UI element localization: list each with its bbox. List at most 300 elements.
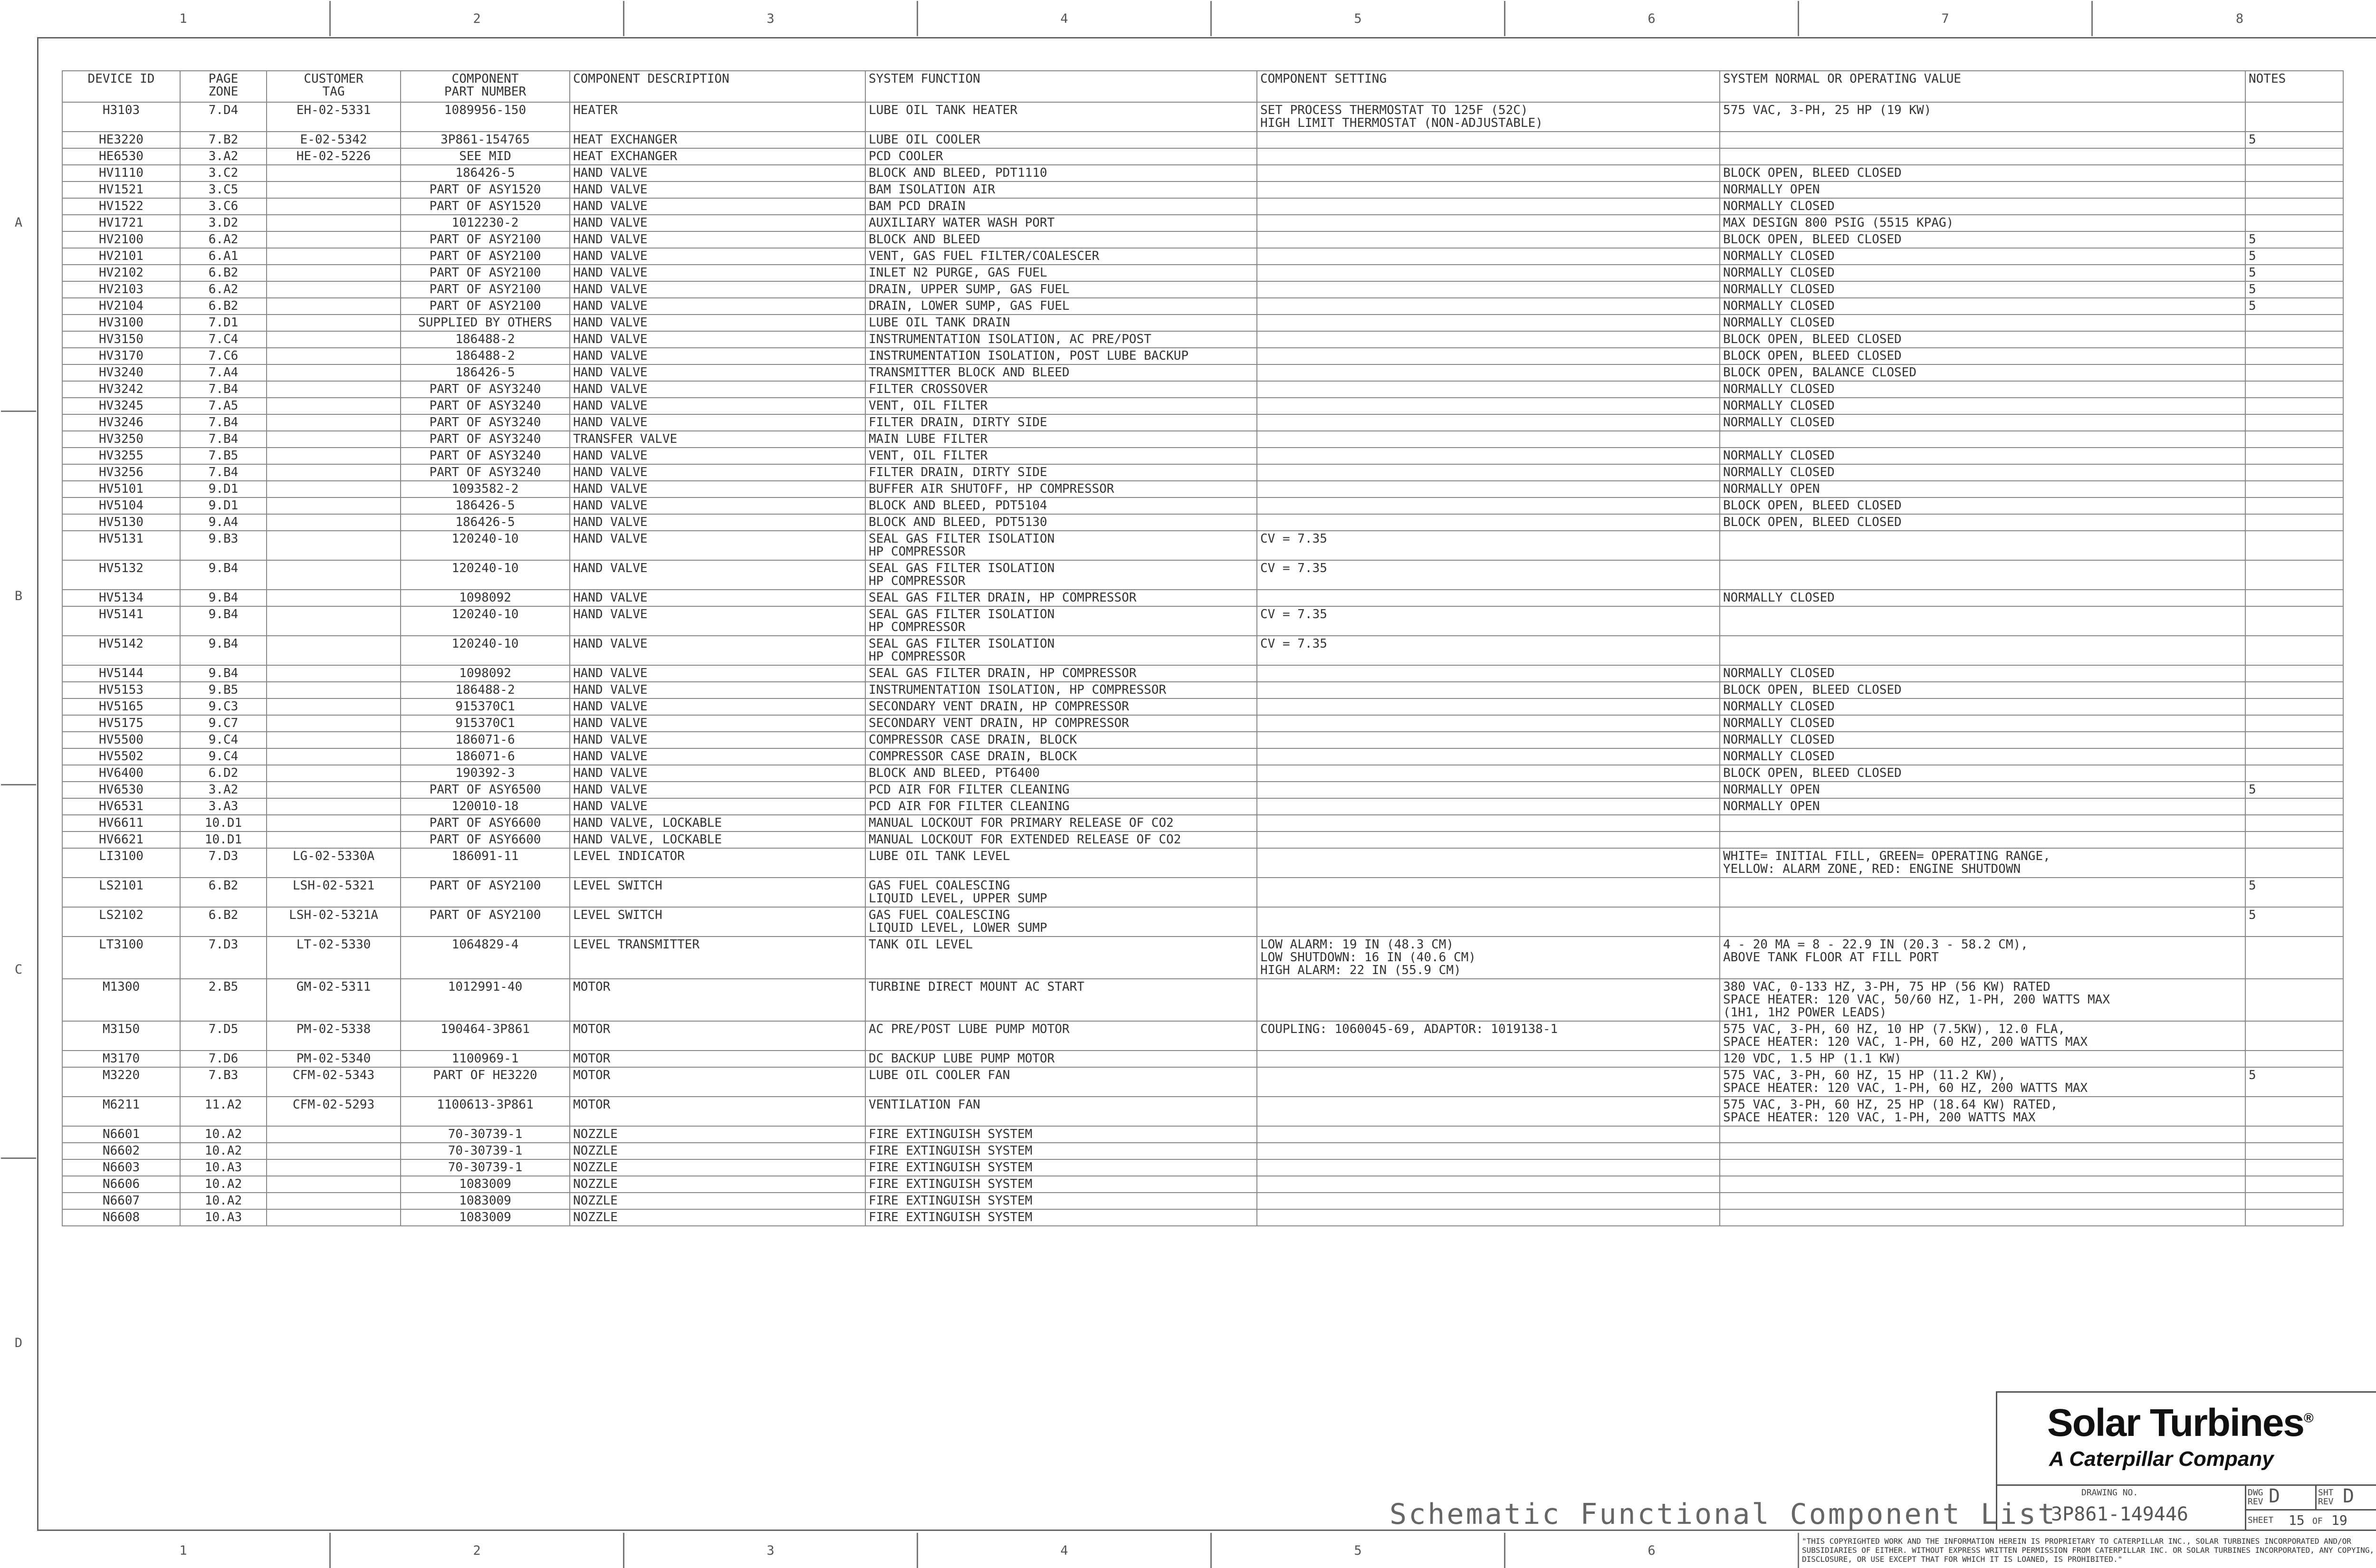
part-number-cell: 1100969-1 — [401, 1051, 570, 1067]
customer-tag-cell: LSH-02-5321 — [267, 878, 401, 907]
operating-value-cell — [1720, 815, 2245, 832]
table-header-row — [62, 71, 2343, 102]
title-block-divider — [1996, 1484, 2376, 1486]
customer-tag-cell — [267, 832, 401, 848]
table-row — [62, 248, 2343, 265]
customer-tag-cell — [267, 315, 401, 331]
notes-cell — [2245, 1097, 2343, 1126]
component-setting-cell — [1257, 248, 1720, 265]
part-number-cell: PART OF ASY3240 — [401, 398, 570, 414]
table-row — [62, 102, 2343, 132]
part-number-cell: PART OF ASY3240 — [401, 448, 570, 464]
notes-cell — [2245, 1051, 2343, 1067]
device-id-cell: HV6531 — [62, 798, 180, 815]
part-number-cell: PART OF ASY3240 — [401, 464, 570, 481]
customer-tag-cell: CFM-02-5343 — [267, 1067, 401, 1097]
notes-cell — [2245, 606, 2343, 636]
part-number-cell: 120240-10 — [401, 531, 570, 560]
description-cell: NOZZLE — [570, 1193, 865, 1209]
device-id-cell: M6211 — [62, 1097, 180, 1126]
page-zone-cell: 7.B4 — [180, 414, 267, 431]
customer-tag-cell — [267, 364, 401, 381]
part-number-cell: SUPPLIED BY OTHERS — [401, 315, 570, 331]
table-row — [62, 665, 2343, 682]
zone-divider — [1, 1157, 36, 1159]
table-row — [62, 782, 2343, 798]
notes-cell — [2245, 832, 2343, 848]
page-zone-cell: 9.C4 — [180, 748, 267, 765]
operating-value-cell: NORMALLY CLOSED — [1720, 398, 2245, 414]
part-number-cell: 1098092 — [401, 665, 570, 682]
operating-value-cell — [1720, 1159, 2245, 1176]
system-function-cell: BLOCK AND BLEED, PT6400 — [865, 765, 1257, 782]
operating-value-cell — [1720, 132, 2245, 148]
customer-tag-cell — [267, 732, 401, 748]
table-row — [62, 798, 2343, 815]
dwg-rev-label: DWG REV — [2248, 1488, 2263, 1507]
part-number-cell: 70-30739-1 — [401, 1143, 570, 1159]
table-row — [62, 1143, 2343, 1159]
operating-value-cell: BLOCK OPEN, BLEED CLOSED — [1720, 165, 2245, 182]
company-name: Solar Turbines — [2047, 1401, 2304, 1444]
table-row — [62, 1126, 2343, 1143]
component-setting-cell — [1257, 265, 1720, 281]
table-row — [62, 878, 2343, 907]
zone-column-label: 7 — [1799, 1, 2093, 36]
component-setting-cell — [1257, 1051, 1720, 1067]
description-cell: HAND VALVE — [570, 348, 865, 364]
table-row — [62, 331, 2343, 348]
notes-cell — [2245, 464, 2343, 481]
customer-tag-cell: LT-02-5330 — [267, 937, 401, 979]
operating-value-cell — [1720, 907, 2245, 937]
drawing-number: 3P861-149446 — [2051, 1503, 2188, 1525]
operating-value-cell: BLOCK OPEN, BLEED CLOSED — [1720, 682, 2245, 698]
page-zone-cell: 10.A2 — [180, 1193, 267, 1209]
device-id-cell: LI3100 — [62, 848, 180, 878]
title-block-divider — [2245, 1509, 2376, 1511]
system-function-cell: MANUAL LOCKOUT FOR PRIMARY RELEASE OF CO2 — [865, 815, 1257, 832]
component-setting-cell — [1257, 448, 1720, 464]
page-zone-cell: 11.A2 — [180, 1097, 267, 1126]
component-setting-cell — [1257, 497, 1720, 514]
operating-value-cell: NORMALLY CLOSED — [1720, 298, 2245, 315]
system-function-cell: BLOCK AND BLEED, PDT5104 — [865, 497, 1257, 514]
operating-value-cell: BLOCK OPEN, BALANCE CLOSED — [1720, 364, 2245, 381]
part-number-cell: 190392-3 — [401, 765, 570, 782]
component-setting-cell — [1257, 165, 1720, 182]
system-function-cell: LUBE OIL COOLER FAN — [865, 1067, 1257, 1097]
table-row — [62, 348, 2343, 364]
column-header: COMPONENT DESCRIPTION — [570, 71, 865, 102]
notes-cell — [2245, 1021, 2343, 1051]
device-id-cell: HV1721 — [62, 215, 180, 231]
page-zone-cell: 7.D4 — [180, 102, 267, 132]
description-cell: TRANSFER VALVE — [570, 431, 865, 448]
page-zone-cell: 6.D2 — [180, 765, 267, 782]
operating-value-cell: NORMALLY CLOSED — [1720, 248, 2245, 265]
description-cell: HAND VALVE — [570, 165, 865, 182]
part-number-cell: 70-30739-1 — [401, 1159, 570, 1176]
device-id-cell: N6603 — [62, 1159, 180, 1176]
table-row — [62, 748, 2343, 765]
customer-tag-cell — [267, 682, 401, 698]
device-id-cell: HV5500 — [62, 732, 180, 748]
system-function-cell: PCD AIR FOR FILTER CLEANING — [865, 782, 1257, 798]
notes-cell — [2245, 765, 2343, 782]
description-cell: HAND VALVE — [570, 414, 865, 431]
operating-value-cell — [1720, 1143, 2245, 1159]
notes-cell — [2245, 682, 2343, 698]
part-number-cell: 1083009 — [401, 1193, 570, 1209]
customer-tag-cell — [267, 815, 401, 832]
system-function-cell: LUBE OIL COOLER — [865, 132, 1257, 148]
customer-tag-cell — [267, 1193, 401, 1209]
system-function-cell: INLET N2 PURGE, GAS FUEL — [865, 265, 1257, 281]
page-zone-cell: 9.B4 — [180, 606, 267, 636]
table-row — [62, 606, 2343, 636]
zone-column-label: 3 — [624, 1, 918, 36]
part-number-cell: 70-30739-1 — [401, 1126, 570, 1143]
customer-tag-cell — [267, 531, 401, 560]
system-function-cell: PCD AIR FOR FILTER CLEANING — [865, 798, 1257, 815]
system-function-cell: FIRE EXTINGUISH SYSTEM — [865, 1176, 1257, 1193]
part-number-cell: PART OF ASY2100 — [401, 265, 570, 281]
description-cell: HAND VALVE — [570, 497, 865, 514]
page-zone-cell: 9.A4 — [180, 514, 267, 531]
part-number-cell: 1012230-2 — [401, 215, 570, 231]
device-id-cell: HV5101 — [62, 481, 180, 497]
operating-value-cell: NORMALLY OPEN — [1720, 782, 2245, 798]
page-zone-cell: 10.D1 — [180, 815, 267, 832]
device-id-cell: HV5144 — [62, 665, 180, 682]
part-number-cell: PART OF ASY2100 — [401, 907, 570, 937]
component-setting-cell — [1257, 215, 1720, 231]
component-setting-cell — [1257, 348, 1720, 364]
zone-column-label: 6 — [1505, 1, 1799, 36]
device-id-cell: N6607 — [62, 1193, 180, 1209]
table-row — [62, 765, 2343, 782]
table-row — [62, 215, 2343, 231]
system-function-cell: VENT, OIL FILTER — [865, 398, 1257, 414]
description-cell: NOZZLE — [570, 1176, 865, 1193]
operating-value-cell — [1720, 560, 2245, 590]
page-zone-cell: 9.B5 — [180, 682, 267, 698]
notes-cell — [2245, 348, 2343, 364]
operating-value-cell — [1720, 531, 2245, 560]
component-setting-cell — [1257, 398, 1720, 414]
part-number-cell: 915370C1 — [401, 715, 570, 732]
part-number-cell: 186071-6 — [401, 732, 570, 748]
customer-tag-cell — [267, 636, 401, 665]
device-id-cell: HV1110 — [62, 165, 180, 182]
operating-value-cell: NORMALLY OPEN — [1720, 798, 2245, 815]
system-function-cell: INSTRUMENTATION ISOLATION, POST LUBE BACKUP — [865, 348, 1257, 364]
page-zone-cell: 9.C7 — [180, 715, 267, 732]
device-id-cell: HV5130 — [62, 514, 180, 531]
customer-tag-cell — [267, 248, 401, 265]
zone-column-label: 5 — [1212, 1, 1505, 36]
device-id-cell: HE3220 — [62, 132, 180, 148]
notes-cell — [2245, 732, 2343, 748]
customer-tag-cell — [267, 331, 401, 348]
customer-tag-cell: HE-02-5226 — [267, 148, 401, 165]
notes-cell: 5 — [2245, 231, 2343, 248]
description-cell: HAND VALVE, LOCKABLE — [570, 815, 865, 832]
operating-value-cell — [1720, 832, 2245, 848]
description-cell: HAND VALVE, LOCKABLE — [570, 832, 865, 848]
company-logo — [2047, 1401, 2313, 1445]
operating-value-cell: BLOCK OPEN, BLEED CLOSED — [1720, 231, 2245, 248]
description-cell: HEAT EXCHANGER — [570, 148, 865, 165]
device-id-cell: M1300 — [62, 979, 180, 1021]
operating-value-cell — [1720, 1193, 2245, 1209]
system-function-cell: BAM PCD DRAIN — [865, 198, 1257, 215]
customer-tag-cell: GM-02-5311 — [267, 979, 401, 1021]
page-zone-cell: 9.D1 — [180, 497, 267, 514]
title-block-divider — [2315, 1484, 2317, 1509]
zone-column-label: 2 — [331, 1, 624, 36]
component-setting-cell — [1257, 665, 1720, 682]
page-zone-cell: 10.A2 — [180, 1176, 267, 1193]
system-function-cell: FILTER DRAIN, DIRTY SIDE — [865, 464, 1257, 481]
sheet-total: 19 — [2331, 1512, 2347, 1528]
device-id-cell: HV5153 — [62, 682, 180, 698]
system-function-cell: SEAL GAS FILTER DRAIN, HP COMPRESSOR — [865, 590, 1257, 606]
device-id-cell: HV5134 — [62, 590, 180, 606]
table-row — [62, 481, 2343, 497]
description-cell: HAND VALVE — [570, 715, 865, 732]
notes-cell — [2245, 665, 2343, 682]
device-id-cell: HV3240 — [62, 364, 180, 381]
operating-value-cell: NORMALLY CLOSED — [1720, 665, 2245, 682]
notes-cell — [2245, 102, 2343, 132]
system-function-cell: SEAL GAS FILTER ISOLATION HP COMPRESSOR — [865, 560, 1257, 590]
customer-tag-cell — [267, 765, 401, 782]
description-cell: HAND VALVE — [570, 481, 865, 497]
part-number-cell: PART OF ASY2100 — [401, 281, 570, 298]
operating-value-cell: 575 VAC, 3-PH, 60 HZ, 10 HP (7.5KW), 12.0 FLA, SPACE HEATER: 120 VAC, 1-PH, 60 HZ, 200 WATTS MAX — [1720, 1021, 2245, 1051]
device-id-cell: N6608 — [62, 1209, 180, 1226]
operating-value-cell: 120 VDC, 1.5 HP (1.1 KW) — [1720, 1051, 2245, 1067]
system-function-cell: SEAL GAS FILTER ISOLATION HP COMPRESSOR — [865, 531, 1257, 560]
customer-tag-cell — [267, 381, 401, 398]
component-setting-cell — [1257, 748, 1720, 765]
part-number-cell: 1083009 — [401, 1176, 570, 1193]
system-function-cell: AC PRE/POST LUBE PUMP MOTOR — [865, 1021, 1257, 1051]
component-setting-cell — [1257, 414, 1720, 431]
table-row — [62, 848, 2343, 878]
operating-value-cell: 575 VAC, 3-PH, 25 HP (19 KW) — [1720, 102, 2245, 132]
customer-tag-cell — [267, 497, 401, 514]
copyright-notice: "THIS COPYRIGHTED WORK AND THE INFORMATION HEREIN IS PROPRIETARY TO CATERPILLAR INC., SOLAR TURBINES INCORPORATED AND/OR SUBSIDIARIES OF EITHER. WITHOUT EXPRESS WRITTEN PERMISSION FROM CATERPILLAR INC. OR SOLAR TURBINES INCORPORATED, ANY COPYING, DISCLOSURE, OR USE EXCEPT THAT FOR WHICH IT IS LOANED, IS PROHIBITED." — [1802, 1537, 2375, 1564]
company-subtitle: A Caterpillar Company — [2049, 1447, 2274, 1471]
customer-tag-cell — [267, 560, 401, 590]
table-row — [62, 531, 2343, 560]
device-id-cell: HV5165 — [62, 698, 180, 715]
notes-cell: 5 — [2245, 878, 2343, 907]
system-function-cell: DRAIN, LOWER SUMP, GAS FUEL — [865, 298, 1257, 315]
title-block — [1996, 1391, 2376, 1534]
customer-tag-cell — [267, 606, 401, 636]
table-row — [62, 590, 2343, 606]
system-function-cell: SECONDARY VENT DRAIN, HP COMPRESSOR — [865, 715, 1257, 732]
part-number-cell: 186426-5 — [401, 165, 570, 182]
page-zone-cell: 7.D3 — [180, 937, 267, 979]
customer-tag-cell — [267, 414, 401, 431]
operating-value-cell — [1720, 636, 2245, 665]
component-setting-cell: LOW ALARM: 19 IN (48.3 CM) LOW SHUTDOWN: 16 IN (40.6 CM) HIGH ALARM: 22 IN (55.9 CM) — [1257, 937, 1720, 979]
customer-tag-cell — [267, 698, 401, 715]
page-zone-cell: 9.B4 — [180, 560, 267, 590]
component-setting-cell — [1257, 878, 1720, 907]
customer-tag-cell — [267, 165, 401, 182]
customer-tag-cell — [267, 748, 401, 765]
description-cell: HAND VALVE — [570, 231, 865, 248]
page-zone-cell: 3.A3 — [180, 798, 267, 815]
device-id-cell: HV5141 — [62, 606, 180, 636]
table-row — [62, 364, 2343, 381]
component-setting-cell — [1257, 464, 1720, 481]
description-cell: LEVEL TRANSMITTER — [570, 937, 865, 979]
drawing-no-label: DRAWING NO. — [2081, 1488, 2138, 1498]
device-id-cell: HV3250 — [62, 431, 180, 448]
operating-value-cell: BLOCK OPEN, BLEED CLOSED — [1720, 765, 2245, 782]
operating-value-cell: 575 VAC, 3-PH, 60 HZ, 25 HP (18.64 KW) RATED, SPACE HEATER: 120 VAC, 1-PH, 200 WATTS MAX — [1720, 1097, 2245, 1126]
part-number-cell: PART OF ASY2100 — [401, 231, 570, 248]
operating-value-cell: 575 VAC, 3-PH, 60 HZ, 15 HP (11.2 KW), SPACE HEATER: 120 VAC, 1-PH, 60 HZ, 200 WATTS MAX — [1720, 1067, 2245, 1097]
table-row — [62, 132, 2343, 148]
table-row — [62, 1021, 2343, 1051]
dwg-rev-value: D — [2269, 1485, 2280, 1507]
table-row — [62, 148, 2343, 165]
customer-tag-cell: EH-02-5331 — [267, 102, 401, 132]
customer-tag-cell — [267, 481, 401, 497]
customer-tag-cell: CFM-02-5293 — [267, 1097, 401, 1126]
customer-tag-cell — [267, 1209, 401, 1226]
component-setting-cell — [1257, 281, 1720, 298]
operating-value-cell: 4 - 20 MA = 8 - 22.9 IN (20.3 - 58.2 CM), ABOVE TANK FLOOR AT FILL PORT — [1720, 937, 2245, 979]
table-row — [62, 165, 2343, 182]
page-zone-cell: 7.D3 — [180, 848, 267, 878]
device-id-cell: HV5131 — [62, 531, 180, 560]
customer-tag-cell — [267, 1126, 401, 1143]
page-zone-cell: 10.A2 — [180, 1126, 267, 1143]
description-cell: HAND VALVE — [570, 331, 865, 348]
page-zone-cell: 10.A3 — [180, 1159, 267, 1176]
device-id-cell: HV3150 — [62, 331, 180, 348]
page-zone-cell: 9.C3 — [180, 698, 267, 715]
table-row — [62, 1097, 2343, 1126]
system-function-cell: FILTER CROSSOVER — [865, 381, 1257, 398]
customer-tag-cell: LSH-02-5321A — [267, 907, 401, 937]
table-row — [62, 398, 2343, 414]
notes-cell — [2245, 1126, 2343, 1143]
notes-cell: 5 — [2245, 907, 2343, 937]
component-setting-cell — [1257, 315, 1720, 331]
description-cell: HAND VALVE — [570, 636, 865, 665]
notes-cell — [2245, 979, 2343, 1021]
zone-column-label: 5 — [1212, 1533, 1505, 1568]
device-id-cell: M3150 — [62, 1021, 180, 1051]
operating-value-cell: BLOCK OPEN, BLEED CLOSED — [1720, 331, 2245, 348]
system-function-cell: BLOCK AND BLEED — [865, 231, 1257, 248]
page-zone-cell: 3.A2 — [180, 148, 267, 165]
page-zone-cell: 2.B5 — [180, 979, 267, 1021]
customer-tag-cell: LG-02-5330A — [267, 848, 401, 878]
system-function-cell: SEAL GAS FILTER ISOLATION HP COMPRESSOR — [865, 606, 1257, 636]
operating-value-cell: NORMALLY CLOSED — [1720, 198, 2245, 215]
description-cell: HAND VALVE — [570, 665, 865, 682]
component-setting-cell — [1257, 907, 1720, 937]
part-number-cell: 1089956-150 — [401, 102, 570, 132]
component-setting-cell — [1257, 1143, 1720, 1159]
device-id-cell: HV2101 — [62, 248, 180, 265]
component-setting-cell: COUPLING: 1060045-69, ADAPTOR: 1019138-1 — [1257, 1021, 1720, 1051]
page-zone-cell: 6.B2 — [180, 265, 267, 281]
page-zone-cell: 10.A2 — [180, 1143, 267, 1159]
column-header: DEVICE ID — [62, 71, 180, 102]
table-row — [62, 265, 2343, 281]
notes-cell — [2245, 514, 2343, 531]
description-cell: HAND VALVE — [570, 265, 865, 281]
system-function-cell: VENT, OIL FILTER — [865, 448, 1257, 464]
customer-tag-cell — [267, 398, 401, 414]
customer-tag-cell — [267, 798, 401, 815]
column-header: SYSTEM NORMAL OR OPERATING VALUE — [1720, 71, 2245, 102]
system-function-cell: COMPRESSOR CASE DRAIN, BLOCK — [865, 748, 1257, 765]
page-zone-cell: 7.A5 — [180, 398, 267, 414]
component-setting-cell — [1257, 1097, 1720, 1126]
table-row — [62, 231, 2343, 248]
system-function-cell: GAS FUEL COALESCING LIQUID LEVEL, UPPER SUMP — [865, 878, 1257, 907]
customer-tag-cell — [267, 464, 401, 481]
registered-mark: ® — [2304, 1410, 2313, 1425]
part-number-cell: 186426-5 — [401, 364, 570, 381]
device-id-cell: M3220 — [62, 1067, 180, 1097]
zone-column-label: 1 — [37, 1533, 331, 1568]
operating-value-cell — [1720, 1176, 2245, 1193]
component-setting-cell — [1257, 148, 1720, 165]
part-number-cell: PART OF ASY3240 — [401, 381, 570, 398]
notes-cell: 5 — [2245, 248, 2343, 265]
customer-tag-cell — [267, 431, 401, 448]
device-id-cell: N6601 — [62, 1126, 180, 1143]
system-function-cell: BLOCK AND BLEED, PDT5130 — [865, 514, 1257, 531]
column-header: COMPONENT PART NUMBER — [401, 71, 570, 102]
part-number-cell: 120240-10 — [401, 636, 570, 665]
description-cell: HAND VALVE — [570, 531, 865, 560]
system-function-cell: GAS FUEL COALESCING LIQUID LEVEL, LOWER SUMP — [865, 907, 1257, 937]
notes-cell — [2245, 381, 2343, 398]
device-id-cell: HV5132 — [62, 560, 180, 590]
component-setting-cell — [1257, 381, 1720, 398]
notes-cell — [2245, 1143, 2343, 1159]
device-id-cell: HV3255 — [62, 448, 180, 464]
description-cell: HAND VALVE — [570, 364, 865, 381]
notes-cell — [2245, 748, 2343, 765]
page-zone-cell: 10.A3 — [180, 1209, 267, 1226]
part-number-cell: 1083009 — [401, 1209, 570, 1226]
page-zone-cell: 6.A1 — [180, 248, 267, 265]
operating-value-cell — [1720, 431, 2245, 448]
system-function-cell: SEAL GAS FILTER ISOLATION HP COMPRESSOR — [865, 636, 1257, 665]
customer-tag-cell — [267, 1143, 401, 1159]
notes-cell — [2245, 937, 2343, 979]
table-row — [62, 198, 2343, 215]
component-setting-cell — [1257, 481, 1720, 497]
notes-cell — [2245, 448, 2343, 464]
